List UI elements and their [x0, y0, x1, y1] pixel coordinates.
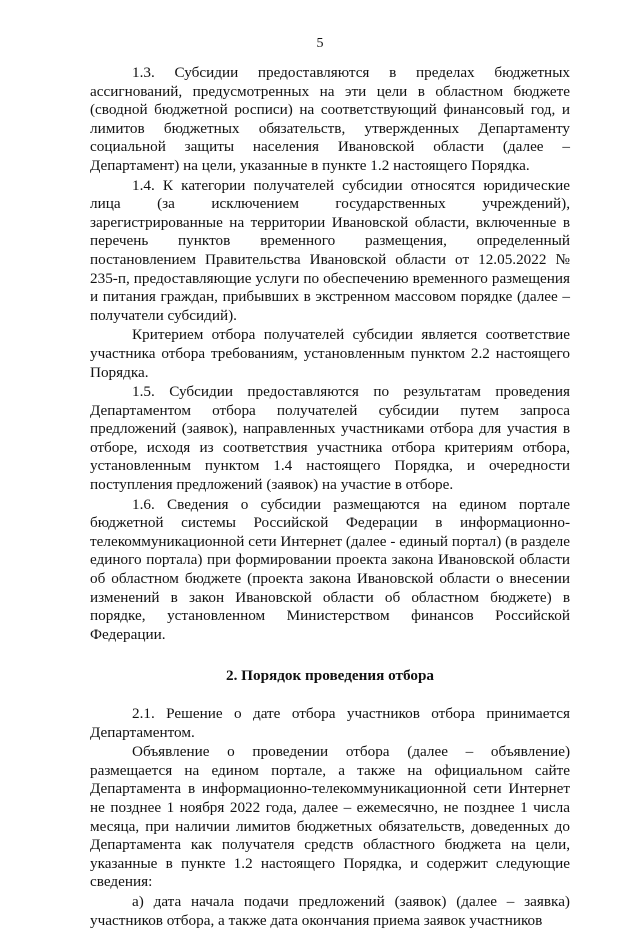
page-number: 5 — [316, 36, 324, 51]
paragraph-1-5: 1.5. Субсидии предоставляются по результатам проведения Департаментом отбора получателей субсидии путем запроса предложений (заявок), направленных участниками отбора для участия в отборе, исходя из соответствия участника отбора критериям отбора, установленным пунктом 1.4 настоящего Порядка, и очередности поступления предложений (заявок) на участие в отборе. — [90, 383, 570, 494]
paragraph-1-3: 1.3. Субсидии предоставляются в пределах бюджетных ассигнований, предусмотренных на эти цели в областном бюджете (сводной бюджетной росписи) на соответствующий финансовый год, и лимитов бюджетных обязательств, утвержденных Департаменту социальной защиты населения Ивановской области (далее – Департамент) на цели, указанные в пункте 1.2 настоящего Порядка. — [90, 64, 570, 174]
paragraph-announcement: Объявление о проведении отбора (далее – объявление) размещается на едином портале, а также на официальном сайте Департамента в информационно-телекоммуникационной сети Интернет не позднее 1 ноября 2022 года, далее – ежемесячно, не позднее 1 числа месяца, при наличии лимитов бюджетных обязательств, доведенных до Департамента как получателя средств областного бюджета на цели, указанные в пункте 1.2 настоящего Порядка, и содержит следующие сведения: — [90, 743, 570, 891]
document-body — [90, 64, 570, 931]
paragraph-item-a: а) дата начала подачи предложений (заявок) (далее – заявка) участников отбора, а также дата окончания приема заявок участников — [90, 892, 570, 929]
paragraph-2-1: 2.1. Решение о дате отбора участников отбора принимается Департаментом. — [90, 705, 570, 741]
paragraph-selection-criterion: Критерием отбора получателей субсидии является соответствие участника отбора требованиям, установленным пунктом 2.2 настоящего Порядка. — [90, 326, 570, 381]
paragraph-1-6: 1.6. Сведения о субсидии размещаются на едином портале бюджетной системы Российской Федерации в информационно-телекоммуникационной сети Интернет (далее - единый портал) (в разделе единого портала) при формировании проекта закона Ивановской области об областном бюджете (проекта закона Ивановской области о внесении изменений в закон Ивановской области об областном бюджете) в порядке, установленном Министерством финансов Российской Федерации. — [90, 495, 570, 643]
section-heading: 2. Порядок проведения отбора — [225, 667, 435, 685]
paragraph-1-4: 1.4. К категории получателей субсидии относятся юридические лица (за исключением государственных учреждений), зарегистрированные на территории Ивановской области, включенные в перечень пунктов временного размещения, определенный постановлением Правительства Ивановской области от 12.05.2022 № 235-п, предоставляющие услуги по обеспечению временного размещения и питания граждан, прибывших в экстренном массовом порядке (далее – получатели субсидий). — [90, 176, 570, 324]
